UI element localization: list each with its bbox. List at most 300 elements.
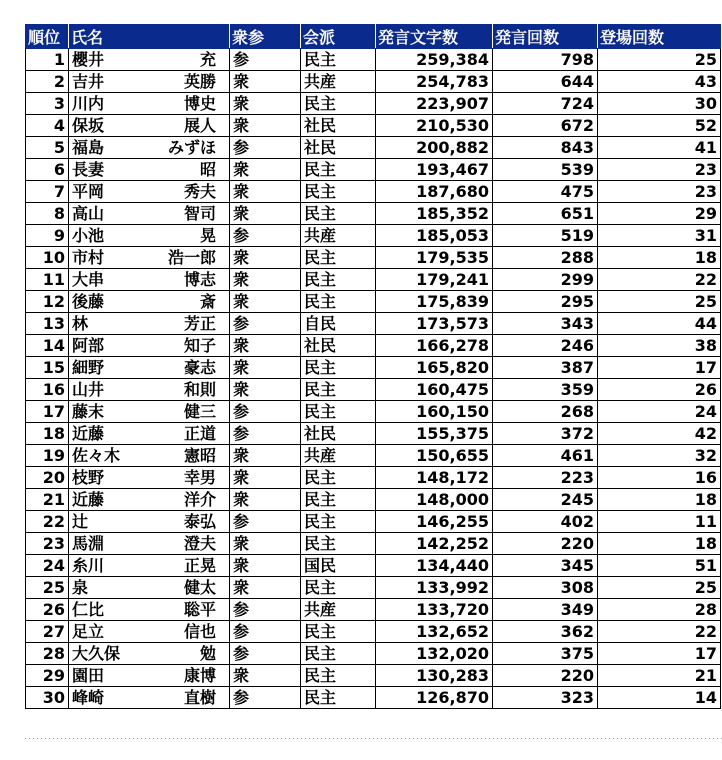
family-name: 馬淵 — [72, 533, 105, 553]
cell-name — [69, 247, 230, 269]
cell-name — [69, 555, 230, 577]
given-name: みずほ — [167, 137, 216, 157]
cell-name — [69, 313, 230, 335]
cell-times: 268 — [493, 401, 598, 423]
cell-times: 843 — [493, 137, 598, 159]
table-row — [26, 335, 721, 357]
cell-rank: 7 — [26, 181, 69, 203]
header-row — [26, 25, 721, 49]
cell-times: 402 — [493, 511, 598, 533]
table-row — [26, 643, 721, 665]
cell-party: 共産 — [301, 599, 376, 621]
cell-party: 自民 — [301, 313, 376, 335]
cell-house: 衆 — [230, 291, 301, 313]
cell-times: 246 — [493, 335, 598, 357]
cell-name — [69, 643, 230, 665]
cell-name — [69, 291, 230, 313]
cell-times: 387 — [493, 357, 598, 379]
cell-chars: 160,475 — [376, 379, 493, 401]
cell-rank: 26 — [26, 599, 69, 621]
cell-appear: 11 — [598, 511, 721, 533]
cell-house: 参 — [230, 599, 301, 621]
cell-rank: 23 — [26, 533, 69, 555]
cell-appear: 29 — [598, 203, 721, 225]
cell-chars: 160,150 — [376, 401, 493, 423]
cell-appear: 52 — [598, 115, 721, 137]
family-name: 長妻 — [72, 159, 105, 179]
cell-house: 衆 — [230, 115, 301, 137]
family-name: 仁比 — [72, 599, 105, 619]
cell-times: 539 — [493, 159, 598, 181]
cell-appear: 38 — [598, 335, 721, 357]
cell-rank: 9 — [26, 225, 69, 247]
table-row — [26, 577, 721, 599]
cell-name — [69, 401, 230, 423]
cell-chars: 175,839 — [376, 291, 493, 313]
cell-chars: 166,278 — [376, 335, 493, 357]
given-name: 洋介 — [183, 489, 216, 509]
cell-party: 共産 — [301, 225, 376, 247]
family-name: 近藤 — [72, 423, 105, 443]
cell-name — [69, 93, 230, 115]
cell-rank: 2 — [26, 71, 69, 93]
table-row — [26, 115, 721, 137]
cell-name — [69, 203, 230, 225]
given-name: 博志 — [183, 269, 216, 289]
cell-name — [69, 511, 230, 533]
family-name: 佐々木 — [72, 445, 121, 465]
cell-name — [69, 489, 230, 511]
table-row — [26, 423, 721, 445]
table-row — [26, 93, 721, 115]
cell-chars: 259,384 — [376, 49, 493, 71]
given-name: 聡平 — [183, 599, 216, 619]
cell-chars: 150,655 — [376, 445, 493, 467]
cell-appear: 17 — [598, 357, 721, 379]
cell-appear: 42 — [598, 423, 721, 445]
cell-name — [69, 467, 230, 489]
given-name: 直樹 — [183, 687, 216, 707]
cell-appear: 23 — [598, 181, 721, 203]
family-name: 近藤 — [72, 489, 105, 509]
cell-house: 参 — [230, 423, 301, 445]
table-row — [26, 555, 721, 577]
cell-name — [69, 445, 230, 467]
table-row — [26, 159, 721, 181]
table-row — [26, 401, 721, 423]
cell-name — [69, 269, 230, 291]
given-name: 芳正 — [183, 313, 216, 333]
cell-rank: 15 — [26, 357, 69, 379]
cell-name — [69, 621, 230, 643]
table-row — [26, 313, 721, 335]
cell-party: 民主 — [301, 357, 376, 379]
cell-rank: 29 — [26, 665, 69, 687]
cell-appear: 24 — [598, 401, 721, 423]
table-row — [26, 71, 721, 93]
cell-appear: 25 — [598, 49, 721, 71]
family-name: 市村 — [72, 247, 105, 267]
cell-rank: 20 — [26, 467, 69, 489]
table-row — [26, 247, 721, 269]
cell-house: 参 — [230, 313, 301, 335]
table-row — [26, 225, 721, 247]
cell-rank: 6 — [26, 159, 69, 181]
given-name: 康博 — [183, 665, 216, 685]
cell-appear: 16 — [598, 467, 721, 489]
cell-name — [69, 137, 230, 159]
cell-house: 参 — [230, 225, 301, 247]
table-row — [26, 489, 721, 511]
cell-party: 国民 — [301, 555, 376, 577]
cell-times: 288 — [493, 247, 598, 269]
family-name: 川内 — [72, 93, 105, 113]
family-name: 大久保 — [72, 643, 121, 663]
given-name: 正晃 — [183, 555, 216, 575]
page-break-line — [25, 738, 722, 739]
cell-house: 衆 — [230, 665, 301, 687]
family-name: 園田 — [72, 665, 105, 685]
cell-rank: 13 — [26, 313, 69, 335]
table-row — [26, 511, 721, 533]
cell-party: 民主 — [301, 533, 376, 555]
cell-times: 798 — [493, 49, 598, 71]
cell-appear: 51 — [598, 555, 721, 577]
cell-party: 民主 — [301, 511, 376, 533]
cell-rank: 22 — [26, 511, 69, 533]
ranking-sheet — [25, 24, 722, 709]
given-name: 英勝 — [183, 71, 216, 91]
cell-appear: 28 — [598, 599, 721, 621]
cell-chars: 173,573 — [376, 313, 493, 335]
table-row — [26, 599, 721, 621]
cell-times: 644 — [493, 71, 598, 93]
header-chars: 発言文字数 — [376, 25, 493, 49]
cell-appear: 18 — [598, 489, 721, 511]
cell-house: 衆 — [230, 379, 301, 401]
cell-appear: 31 — [598, 225, 721, 247]
cell-chars: 126,870 — [376, 687, 493, 709]
cell-times: 372 — [493, 423, 598, 445]
cell-name — [69, 357, 230, 379]
cell-rank: 17 — [26, 401, 69, 423]
cell-party: 民主 — [301, 467, 376, 489]
cell-chars: 179,241 — [376, 269, 493, 291]
cell-name — [69, 599, 230, 621]
cell-times: 672 — [493, 115, 598, 137]
family-name: 糸川 — [72, 555, 105, 575]
cell-appear: 44 — [598, 313, 721, 335]
cell-house: 衆 — [230, 203, 301, 225]
cell-times: 375 — [493, 643, 598, 665]
given-name: 勉 — [199, 643, 216, 663]
cell-times: 308 — [493, 577, 598, 599]
cell-appear: 17 — [598, 643, 721, 665]
cell-party: 社民 — [301, 115, 376, 137]
cell-name — [69, 687, 230, 709]
cell-rank: 25 — [26, 577, 69, 599]
table-row — [26, 665, 721, 687]
table-row — [26, 203, 721, 225]
cell-chars: 200,882 — [376, 137, 493, 159]
family-name: 大串 — [72, 269, 105, 289]
cell-appear: 22 — [598, 269, 721, 291]
cell-house: 参 — [230, 687, 301, 709]
cell-party: 民主 — [301, 379, 376, 401]
given-name: 展人 — [183, 115, 216, 135]
cell-name — [69, 577, 230, 599]
cell-rank: 5 — [26, 137, 69, 159]
cell-party: 民主 — [301, 489, 376, 511]
cell-name — [69, 115, 230, 137]
cell-house: 衆 — [230, 445, 301, 467]
cell-rank: 19 — [26, 445, 69, 467]
cell-name — [69, 379, 230, 401]
table-row — [26, 357, 721, 379]
cell-times: 475 — [493, 181, 598, 203]
cell-chars: 254,783 — [376, 71, 493, 93]
cell-house: 参 — [230, 643, 301, 665]
cell-times: 362 — [493, 621, 598, 643]
cell-rank: 4 — [26, 115, 69, 137]
given-name: 智司 — [183, 203, 216, 223]
cell-chars: 148,000 — [376, 489, 493, 511]
cell-appear: 43 — [598, 71, 721, 93]
cell-times: 245 — [493, 489, 598, 511]
table-row — [26, 269, 721, 291]
family-name: 足立 — [72, 621, 105, 641]
cell-party: 民主 — [301, 93, 376, 115]
header-house: 衆参 — [230, 25, 301, 49]
cell-times: 343 — [493, 313, 598, 335]
table-row — [26, 181, 721, 203]
cell-times: 295 — [493, 291, 598, 313]
cell-chars: 146,255 — [376, 511, 493, 533]
cell-party: 民主 — [301, 159, 376, 181]
family-name: 細野 — [72, 357, 105, 377]
table-row — [26, 687, 721, 709]
cell-times: 519 — [493, 225, 598, 247]
cell-times: 299 — [493, 269, 598, 291]
cell-appear: 21 — [598, 665, 721, 687]
cell-house: 参 — [230, 621, 301, 643]
cell-times: 651 — [493, 203, 598, 225]
cell-rank: 27 — [26, 621, 69, 643]
family-name: 吉井 — [72, 71, 105, 91]
cell-party: 社民 — [301, 335, 376, 357]
given-name: 泰弘 — [183, 511, 216, 531]
family-name: 櫻井 — [72, 49, 105, 69]
given-name: 健三 — [183, 401, 216, 421]
table-row — [26, 621, 721, 643]
cell-rank: 30 — [26, 687, 69, 709]
cell-party: 社民 — [301, 137, 376, 159]
cell-rank: 24 — [26, 555, 69, 577]
table-row — [26, 533, 721, 555]
family-name: 山井 — [72, 379, 105, 399]
given-name: 充 — [199, 49, 216, 69]
family-name: 小池 — [72, 225, 105, 245]
given-name: 和則 — [183, 379, 216, 399]
cell-party: 民主 — [301, 621, 376, 643]
cell-rank: 21 — [26, 489, 69, 511]
cell-party: 共産 — [301, 445, 376, 467]
cell-party: 民主 — [301, 577, 376, 599]
cell-appear: 25 — [598, 577, 721, 599]
family-name: 保坂 — [72, 115, 105, 135]
cell-house: 衆 — [230, 335, 301, 357]
cell-chars: 185,352 — [376, 203, 493, 225]
cell-chars: 185,053 — [376, 225, 493, 247]
family-name: 峰崎 — [72, 687, 105, 707]
cell-appear: 32 — [598, 445, 721, 467]
given-name: 健太 — [183, 577, 216, 597]
cell-times: 323 — [493, 687, 598, 709]
cell-appear: 18 — [598, 247, 721, 269]
cell-appear: 41 — [598, 137, 721, 159]
cell-chars: 133,992 — [376, 577, 493, 599]
table-row — [26, 137, 721, 159]
cell-house: 参 — [230, 511, 301, 533]
cell-times: 349 — [493, 599, 598, 621]
cell-times: 345 — [493, 555, 598, 577]
cell-name — [69, 159, 230, 181]
cell-name — [69, 665, 230, 687]
cell-name — [69, 423, 230, 445]
cell-name — [69, 335, 230, 357]
cell-house: 衆 — [230, 181, 301, 203]
cell-appear: 23 — [598, 159, 721, 181]
given-name: 信也 — [183, 621, 216, 641]
given-name: 豪志 — [183, 357, 216, 377]
cell-house: 衆 — [230, 269, 301, 291]
family-name: 辻 — [72, 511, 89, 531]
cell-house: 参 — [230, 137, 301, 159]
cell-house: 衆 — [230, 93, 301, 115]
cell-chars: 223,907 — [376, 93, 493, 115]
cell-party: 民主 — [301, 401, 376, 423]
ranking-table — [25, 24, 721, 709]
cell-house: 衆 — [230, 247, 301, 269]
given-name: 斎 — [199, 291, 216, 311]
given-name: 知子 — [183, 335, 216, 355]
table-row — [26, 445, 721, 467]
cell-rank: 18 — [26, 423, 69, 445]
cell-chars: 134,440 — [376, 555, 493, 577]
given-name: 幸男 — [183, 467, 216, 487]
given-name: 浩一郎 — [167, 247, 216, 267]
given-name: 博史 — [183, 93, 216, 113]
cell-house: 衆 — [230, 577, 301, 599]
cell-party: 社民 — [301, 423, 376, 445]
given-name: 晃 — [199, 225, 216, 245]
given-name: 正道 — [183, 423, 216, 443]
cell-party: 共産 — [301, 71, 376, 93]
cell-party: 民主 — [301, 687, 376, 709]
cell-party: 民主 — [301, 643, 376, 665]
given-name: 昭 — [199, 159, 216, 179]
cell-name — [69, 71, 230, 93]
cell-chars: 130,283 — [376, 665, 493, 687]
family-name: 泉 — [72, 577, 89, 597]
cell-times: 223 — [493, 467, 598, 489]
header-times: 発言回数 — [493, 25, 598, 49]
cell-party: 民主 — [301, 49, 376, 71]
cell-times: 220 — [493, 533, 598, 555]
cell-name — [69, 49, 230, 71]
cell-appear: 18 — [598, 533, 721, 555]
header-party: 会派 — [301, 25, 376, 49]
family-name: 高山 — [72, 203, 105, 223]
family-name: 後藤 — [72, 291, 105, 311]
cell-chars: 179,535 — [376, 247, 493, 269]
cell-rank: 10 — [26, 247, 69, 269]
cell-chars: 142,252 — [376, 533, 493, 555]
cell-times: 220 — [493, 665, 598, 687]
cell-rank: 12 — [26, 291, 69, 313]
cell-chars: 187,680 — [376, 181, 493, 203]
cell-party: 民主 — [301, 291, 376, 313]
given-name: 憲昭 — [183, 445, 216, 465]
family-name: 枝野 — [72, 467, 105, 487]
cell-house: 衆 — [230, 357, 301, 379]
cell-appear: 25 — [598, 291, 721, 313]
cell-rank: 3 — [26, 93, 69, 115]
given-name: 秀夫 — [183, 181, 216, 201]
header-name: 氏名 — [69, 25, 230, 49]
cell-appear: 22 — [598, 621, 721, 643]
cell-rank: 28 — [26, 643, 69, 665]
cell-appear: 30 — [598, 93, 721, 115]
cell-name — [69, 181, 230, 203]
cell-chars: 155,375 — [376, 423, 493, 445]
family-name: 福島 — [72, 137, 105, 157]
cell-times: 724 — [493, 93, 598, 115]
cell-appear: 14 — [598, 687, 721, 709]
table-row — [26, 379, 721, 401]
cell-chars: 133,720 — [376, 599, 493, 621]
cell-chars: 132,020 — [376, 643, 493, 665]
cell-chars: 148,172 — [376, 467, 493, 489]
table-row — [26, 291, 721, 313]
given-name: 澄夫 — [183, 533, 216, 553]
cell-house: 参 — [230, 401, 301, 423]
cell-rank: 16 — [26, 379, 69, 401]
family-name: 阿部 — [72, 335, 105, 355]
cell-rank: 14 — [26, 335, 69, 357]
cell-house: 衆 — [230, 533, 301, 555]
cell-house: 衆 — [230, 71, 301, 93]
cell-chars: 210,530 — [376, 115, 493, 137]
cell-times: 461 — [493, 445, 598, 467]
cell-party: 民主 — [301, 665, 376, 687]
header-rank: 順位 — [26, 25, 69, 49]
cell-party: 民主 — [301, 181, 376, 203]
header-appear: 登場回数 — [598, 25, 721, 49]
family-name: 平岡 — [72, 181, 105, 201]
cell-party: 民主 — [301, 203, 376, 225]
cell-house: 衆 — [230, 555, 301, 577]
cell-chars: 193,467 — [376, 159, 493, 181]
cell-name — [69, 225, 230, 247]
table-row — [26, 467, 721, 489]
cell-house: 参 — [230, 49, 301, 71]
cell-appear: 26 — [598, 379, 721, 401]
cell-house: 衆 — [230, 467, 301, 489]
family-name: 藤末 — [72, 401, 105, 421]
cell-times: 359 — [493, 379, 598, 401]
cell-name — [69, 533, 230, 555]
